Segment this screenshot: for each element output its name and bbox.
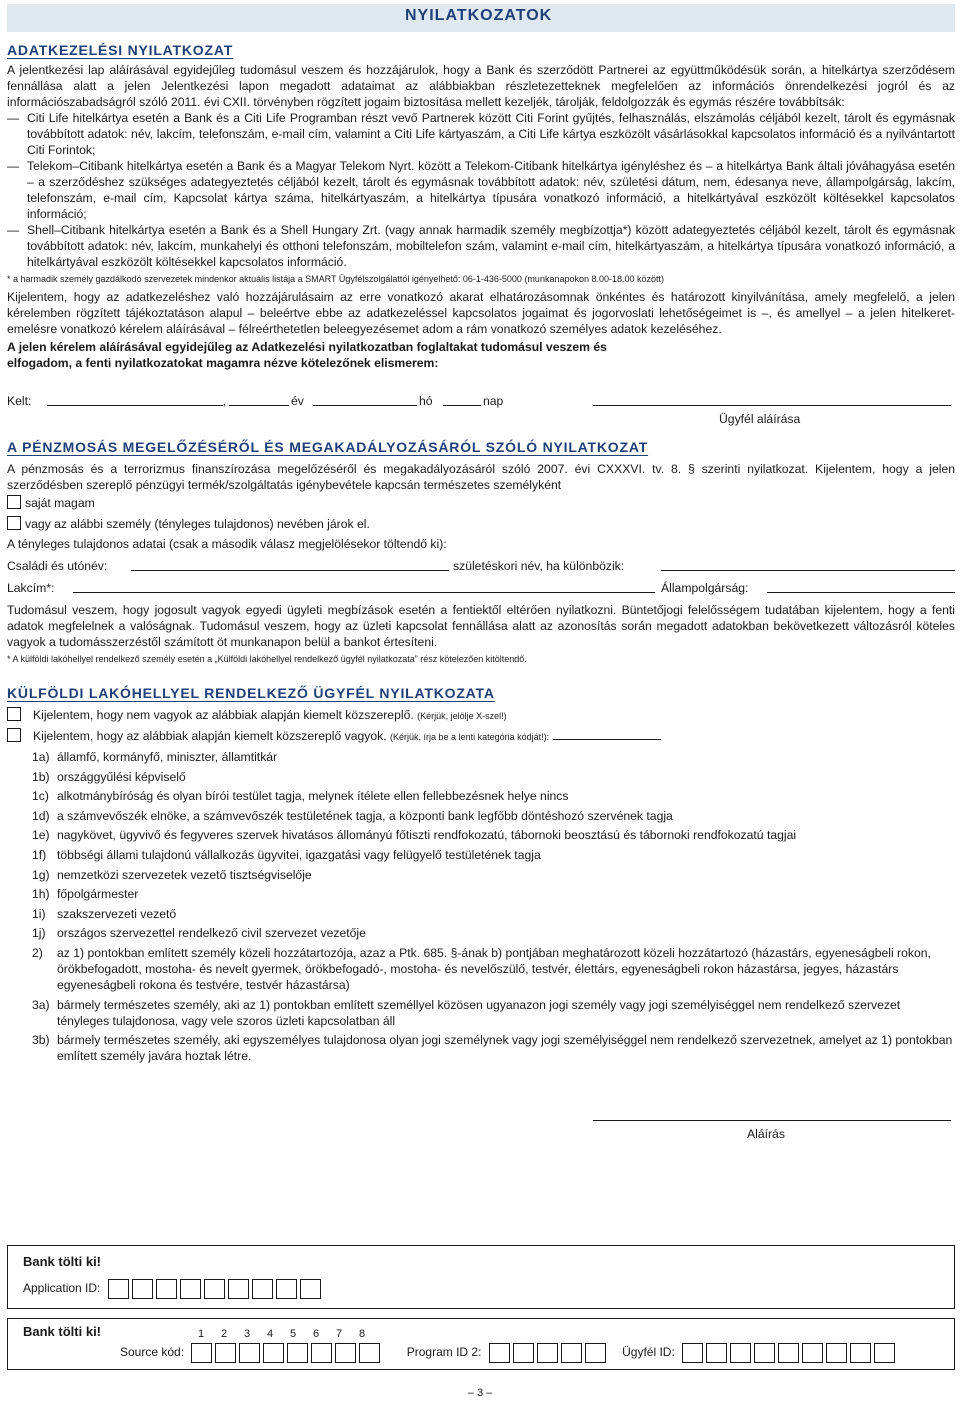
category-code: 3b) — [32, 1033, 50, 1048]
category-item — [7, 769, 955, 785]
day-label: nap — [483, 394, 504, 408]
self-checkbox[interactable] — [7, 495, 21, 509]
program-id-cell[interactable] — [513, 1343, 534, 1363]
name-field[interactable] — [131, 558, 449, 571]
client-id-cell[interactable] — [826, 1343, 847, 1363]
application-id-cell[interactable] — [132, 1279, 153, 1299]
privacy-statement: Kijelentem, hogy az adatkezeléshez való hozzájárulásaim az erre vonatkozó akarat elhatározásomnak önkéntes és határozott kinyilvánítása, amely megfelelő, a jelen kérelemben rögzített tájékoztatáson alapul – beleértve ebbe az adatkezeléssel kapcsolatos jogaimat és jogorvoslati lehetőségeimet is –, és amellyel – a jelen hitelkeret-emelésre vonatkozó kérelem aláírásával – félreérthetetlen beleegyezésemet adom a rám vonatkozó személyes adatok kezeléséhez. — [7, 290, 955, 336]
privacy-item: — Telekom–Citibank hitelkártya esetén a Bank és a Magyar Telekom Nyrt. között a Telekom-Citibank hitelkártya igényléshez és – a hitelkártya Bank általi jóváhagyása esetén – a szerződéshez szükséges adategyeztetés céljából kezelt, tárolt és egymásnak továbbított adatok: név, születési dátum, nem, édesanya neve, állampolgárság, lakcím, telefonszám, e-mail cím, Kapcsolat kártya száma, hitelkártyaszám, a hitelkártya típusára vonatkozó információ, a hitelkártyával eszközölt költésekkel kapcsolatos információ; — [7, 158, 955, 222]
source-code-cell[interactable] — [215, 1343, 236, 1363]
category-item — [7, 945, 955, 993]
aml-statement: Tudomásul veszem, hogy jogosult vagyok egyedi ügyleti megbízások esetén a fentiektől eltérően nyilatkozni. Büntetőjogi felelősségem tudatában kijelentem, hogy a fenti adatok megfelelnek a valóságnak. Tudomásul veszem, hogy az üzleti kapcsolat fennállása alatt az azonosítás során megadott adatokban bekövetkezett változásról köteles vagyok a tudomásszerzéstől számított öt munkanapon belül a bankot értesíteni. — [7, 603, 955, 649]
day-field[interactable] — [443, 393, 481, 406]
aml-footnote: * A külföldi lakóhellyel rendelkező személy esetén a „Külföldi lakóhellyel rendelkező ügyfél nyilatkozata” rész kötelezően kitöltendő. — [7, 654, 527, 664]
foreign-option-pep — [7, 727, 955, 745]
application-id-cell[interactable] — [180, 1279, 201, 1299]
category-item — [7, 847, 955, 863]
category-text: nagykövet, ügyvivő és fegyveres szervek hivatásos állományú főtiszti rendfokozatú, tábornoki beosztású és tábornoki rendfokozatú tagjai — [57, 828, 797, 843]
category-item — [7, 906, 955, 922]
application-id-cell[interactable] — [228, 1279, 249, 1299]
header-bar — [7, 4, 955, 32]
application-id-cell[interactable] — [276, 1279, 297, 1299]
aml-option-other — [7, 516, 955, 532]
source-code-cell[interactable] — [359, 1343, 380, 1363]
category-code: 1b) — [32, 769, 50, 784]
category-text: bármely természetes személy, aki az 1) pontokban említett személlyel közösen ugyanazon jogi személy vagy jogi személyiséggel nem rendelkező szervezet tényleges tulajdonosa, vagy vele szoros üzleti kapcsolatban áll — [57, 997, 901, 1028]
digit-label: 3 — [244, 1328, 251, 1340]
source-code-cell[interactable] — [191, 1343, 212, 1363]
category-item — [7, 827, 955, 843]
privacy-title: ADATKEZELÉSI NYILATKOZAT — [7, 42, 234, 58]
category-text: országos szervezettel rendelkező civil szervezet vezetője — [57, 926, 366, 941]
category-text: alkotmánybíróság és olyan bírói testület tagja, melynek ítélete ellen fellebbezésnek helye nincs — [57, 789, 569, 804]
client-id-cell[interactable] — [730, 1343, 751, 1363]
name-label: Családi és utónév: — [7, 559, 108, 573]
self-label: saját magam — [25, 496, 95, 510]
aml-section — [7, 439, 955, 665]
owner-checkbox[interactable] — [7, 516, 21, 530]
source-code-cell[interactable] — [335, 1343, 356, 1363]
category-item — [7, 1032, 955, 1064]
year-label: év — [291, 394, 304, 408]
owner-name-row — [7, 558, 955, 578]
client-id-cell[interactable] — [706, 1343, 727, 1363]
pep-label: Kijelentem, hogy az alábbiak alapján kiemelt közszereplő vagyok. — [33, 729, 387, 743]
privacy-section — [7, 42, 955, 431]
bank-box-ids — [7, 1318, 955, 1370]
birthname-field[interactable] — [661, 558, 955, 571]
aml-option-self — [7, 495, 955, 511]
application-id-cell[interactable] — [300, 1279, 321, 1299]
application-id-cells — [108, 1281, 324, 1295]
digit-label: 6 — [313, 1328, 320, 1340]
category-text: szakszervezeti vezető — [57, 906, 177, 921]
document-page — [7, 0, 955, 1144]
client-id-cell[interactable] — [754, 1343, 775, 1363]
digit-label: 5 — [290, 1328, 297, 1340]
category-item — [7, 788, 955, 804]
digit-label: 2 — [221, 1328, 228, 1340]
category-code: 1a) — [32, 750, 50, 764]
category-code: 3a) — [32, 997, 50, 1012]
program-id-cell[interactable] — [537, 1343, 558, 1363]
page-number: – 3 – — [467, 1387, 493, 1399]
not-pep-checkbox[interactable] — [7, 707, 21, 721]
owner-label: vagy az alábbi személy (tényleges tulajdonos) nevében járok el. — [25, 517, 370, 531]
client-id-cell[interactable] — [778, 1343, 799, 1363]
bank-box-title: Bank tölti ki! — [23, 1254, 102, 1269]
category-text: országgyűlési képviselő — [57, 769, 186, 784]
category-text: nemzetközi szervezetek vezető tisztségviselője — [57, 867, 312, 882]
client-id-cell[interactable] — [802, 1343, 823, 1363]
foreign-option-not-pep — [7, 707, 955, 724]
category-text: államfő, kormányfő, miniszter, államtitkár — [57, 750, 278, 764]
program-id-cell[interactable] — [585, 1343, 606, 1363]
client-id-cells — [682, 1345, 898, 1359]
year-field[interactable] — [229, 393, 289, 406]
kelt-label: Kelt: — [7, 394, 32, 408]
category-code: 1g) — [32, 867, 50, 882]
citizenship-field[interactable] — [767, 580, 955, 593]
client-signature-line[interactable] — [593, 393, 951, 406]
category-code: 1j) — [32, 926, 46, 941]
category-item — [7, 749, 955, 765]
category-item — [7, 808, 955, 824]
bank-box-title: Bank tölti ki! — [23, 1324, 102, 1339]
category-text: főpolgármester — [57, 887, 139, 902]
digit-label: 4 — [267, 1328, 274, 1340]
month-field[interactable] — [313, 393, 417, 406]
application-id-cell[interactable] — [204, 1279, 225, 1299]
category-code: 1c) — [32, 789, 49, 804]
program-id-label: Program ID 2: — [406, 1345, 482, 1359]
category-code: 1f) — [32, 847, 47, 862]
address-label: Lakcím*: — [7, 581, 55, 595]
category-list — [7, 749, 955, 1064]
signature-label: Aláírás — [747, 1127, 785, 1142]
privacy-acceptance: A jelen kérelem aláírásával egyidejűleg az Adatkezelési nyilatkozatban foglaltakat tudomásul veszem és elfogadom, a fenti nyilatkozatokat magamra nézve kötelezőnek elismerem: — [7, 340, 607, 370]
client-id-cell[interactable] — [850, 1343, 871, 1363]
pep-note: (Kérjük, írja be a lenti kategória kódját!): — [390, 732, 550, 742]
foreign-section — [7, 685, 955, 1144]
application-id-cell[interactable] — [252, 1279, 273, 1299]
category-code: 1e) — [32, 828, 50, 843]
signature-line[interactable] — [593, 1108, 951, 1121]
digit-label: 8 — [359, 1328, 366, 1340]
address-field[interactable] — [73, 580, 655, 593]
digit-label: 1 — [198, 1328, 205, 1340]
program-id-cell[interactable] — [561, 1343, 582, 1363]
category-text: többségi állami tulajdonú vállalkozás ügyvitei, igazgatási vagy felügyelő testületének tagja — [57, 847, 541, 862]
foreign-signature — [7, 1108, 955, 1144]
citizenship-label: Állampolgárság: — [661, 581, 749, 595]
owner-address-row — [7, 580, 955, 600]
aml-title: A PÉNZMOSÁS MEGELŐZÉSÉRŐL ÉS MEGAKADÁLYOZÁSÁRÓL SZÓLÓ NYILATKOZAT — [7, 439, 649, 455]
page-title: NYILATKOZATOK — [405, 7, 553, 24]
client-id-cell[interactable] — [682, 1343, 703, 1363]
digit-labels — [198, 1326, 382, 1342]
comma-text: , — [223, 394, 227, 408]
category-code: 2) — [32, 945, 43, 960]
month-label: hó — [419, 394, 433, 408]
bank-box-application — [7, 1245, 955, 1309]
not-pep-label: Kijelentem, hogy nem vagyok az alábbiak alapján kiemelt közszereplő. — [33, 708, 414, 722]
program-id-cell[interactable] — [489, 1343, 510, 1363]
source-code-cell[interactable] — [263, 1343, 284, 1363]
privacy-item: — Citi Life hitelkártya esetén a Bank és a Citi Life Programban részt vevő Partnerek között Citi Forint gyűjtés, felhasználás, elszámolás céljából kezelt, tárolt és egymásnak továbbított adatok: név, lakcím, telefonszám, e-mail cím, valamint a Citi Life kártyaszám, a Citi Life kártya eszközölt vásárlásokkal kapcsolatos információ és a nyilvántartott Citi Forintok; — [7, 110, 955, 158]
digit-label: 7 — [336, 1328, 343, 1340]
aml-intro: A pénzmosás és a terrorizmus finanszírozása megelőzéséről és megakadályozásáról szóló 2007. évi CXXXVI. tv. 8. § szerinti nyilatkozat. Kijelentem, hogy a jelen szerződésben szereplő pénzügyi termék/szolgáltatás igénybevétele kapcsán természetes személyként — [7, 462, 955, 492]
source-code-cells — [191, 1345, 383, 1359]
privacy-item: — Shell–Citibank hitelkártya esetén a Bank és a Shell Hungary Zrt. (vagy annak harmadik személy megbízottja*) között adategyeztetés céljából kezelt, tárolt és egymásnak továbbított adatok: név, lakcím, munkahelyi és otthoni telefonszám, mobiltelefon szám, valamint e-mail cím, hitelkártyaszám, a hitelkártya típusára vonatkozó információ, a hitelkártyával eszközölt költésekkel kapcsolatos információ. — [7, 222, 955, 270]
category-item — [7, 867, 955, 883]
application-id-cell[interactable] — [156, 1279, 177, 1299]
program-id-cells — [489, 1345, 609, 1359]
privacy-footnote: * a harmadik személy gazdálkodó szervezetek mindenkor aktuális listája a SMART Ügyfélszolgálattól igényelhető: 06-1-436-5000 (munkanapokon 8.00-18.00 között) — [7, 274, 665, 284]
id-row — [120, 1341, 950, 1363]
source-code-cell[interactable] — [239, 1343, 260, 1363]
category-item — [7, 886, 955, 902]
application-id-row — [23, 1277, 324, 1299]
source-code-cell[interactable] — [287, 1343, 308, 1363]
category-text: bármely természetes személy, aki egyszemélyes tulajdonosa olyan jogi személynek vagy jogi személyiséggel nem rendelkező szervezetnek, amelyet az 1) pontokban említett személy javára hoztak létre. — [57, 1033, 953, 1064]
date-signature-row — [7, 393, 955, 431]
category-item — [7, 997, 955, 1029]
privacy-intro: A jelentkezési lap aláírásával egyidejűleg tudomásul veszem és hozzájárulok, hogy a Bank és szerződött Partnerei az együttműködésük során, a hitelkártya szerződésem fennállása alatt a jelen Jelentkezési lapon megadott adataimat az alábbiakban részletezetteknek megfelelően az információs önrendelkezési jogról és az információszabadságról szóló 2011. évi CXII. törvényben rögzített jogaim biztosítása mellett kezeljék, tárolják, feldolgozzák és egymás részére továbbítsák: — [7, 63, 955, 109]
owner-data-label: A tényleges tulajdonos adatai (csak a második válasz megjelölésekor töltendő ki): — [7, 537, 447, 551]
not-pep-note: (Kérjük, jelölje X-szel!) — [417, 711, 507, 721]
category-code: 1i) — [32, 906, 46, 921]
pep-checkbox[interactable] — [7, 728, 21, 742]
category-text: az 1) pontokban említett személy közeli hozzátartozója, azaz a Ptk. 685. §-ának b) pontjában meghatározott közeli hozzátartozó (házastárs, egyeneságbeli rokon, örökbefogadott, mostoha- és nevelt gyermek, örökbefogadó-, mostoha- és nevelőszülő, testvér, élettárs, egyeneságbeli rokon házastársa, jegyes, házastárs egyeneságbeli rokona és testvére, testvér házastársa) — [57, 945, 931, 992]
category-code-field[interactable] — [553, 727, 661, 740]
foreign-title: KÜLFÖLDI LAKÓHELLYEL RENDELKEZŐ ÜGYFÉL NYILATKOZATA — [7, 685, 495, 701]
client-id-cell[interactable] — [874, 1343, 895, 1363]
source-code-cell[interactable] — [311, 1343, 332, 1363]
category-item — [7, 925, 955, 941]
client-id-label: Ügyfél ID: — [622, 1345, 675, 1359]
category-text: a számvevőszék elnöke, a számvevőszék testületének tagja, a központi bank legfőbb döntéshozó szervének tagja — [57, 808, 673, 823]
application-id-cell[interactable] — [108, 1279, 129, 1299]
application-id-label: Application ID: — [23, 1281, 101, 1295]
source-code-label: Source kód: — [120, 1345, 185, 1359]
place-field[interactable] — [47, 393, 223, 406]
category-code: 1h) — [32, 887, 50, 902]
client-signature-label: Ügyfél aláírása — [719, 412, 801, 426]
category-code: 1d) — [32, 808, 50, 823]
birthname-label: születéskori név, ha különbözik: — [453, 559, 625, 573]
